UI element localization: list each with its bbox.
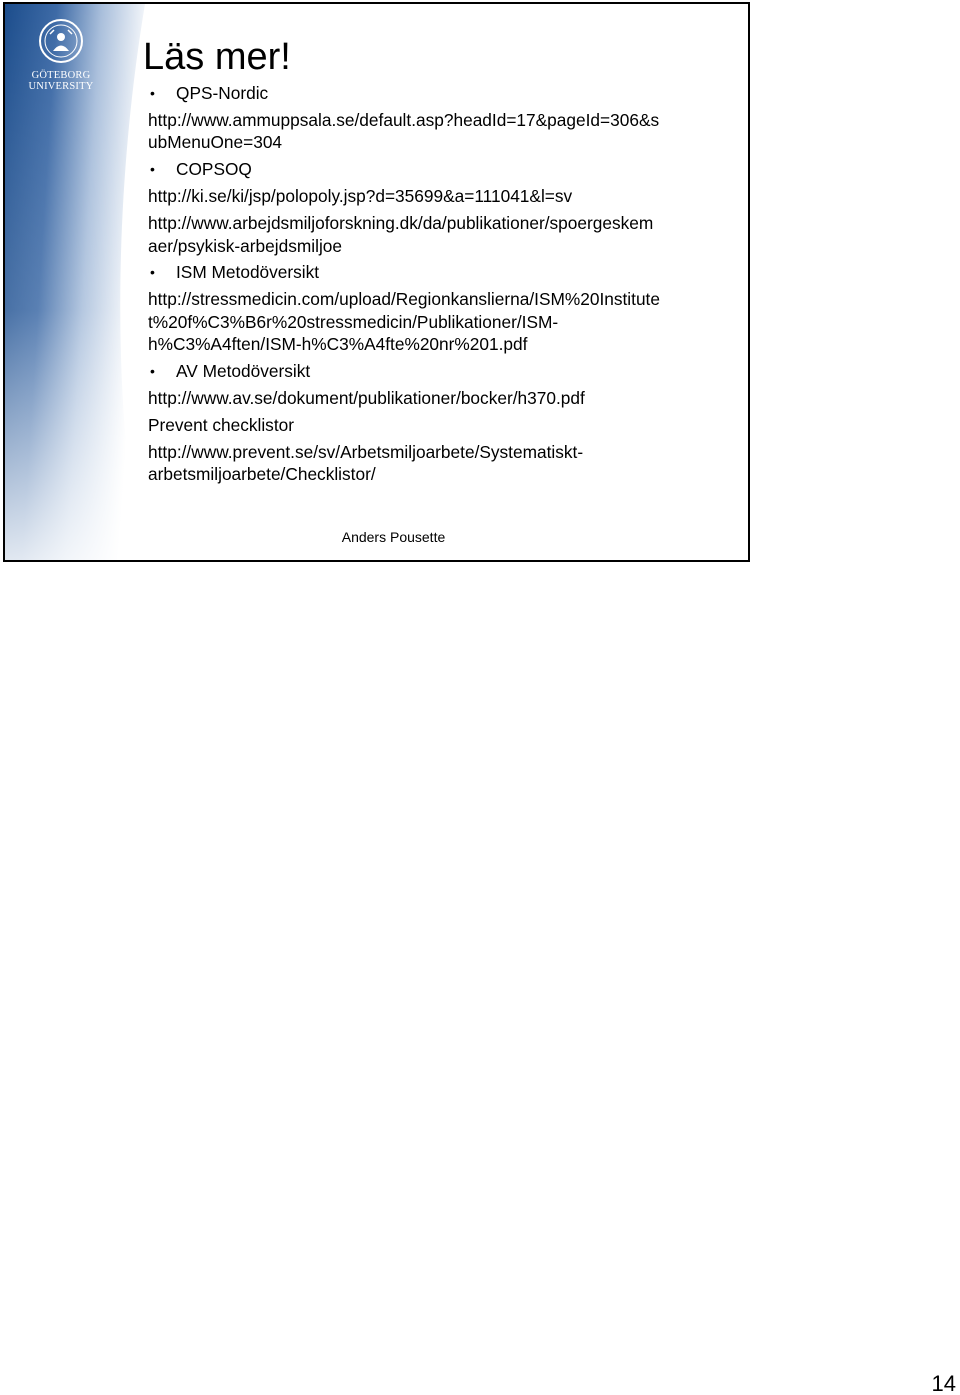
- bullet-icon: •: [150, 363, 155, 380]
- reference-link[interactable]: [148, 441, 738, 486]
- text-line: arbetsmiljoarbete/Checklistor/: [148, 464, 376, 485]
- bullet-icon: •: [150, 161, 155, 178]
- text-line: http://www.av.se/dokument/publikationer/bocker/h370.pdf: [148, 388, 585, 409]
- text-line: ISM Metodöversikt: [176, 262, 320, 283]
- text-line: Prevent checklistor: [148, 415, 294, 436]
- text-line: t%20f%C3%B6r%20stressmedicin/Publikationer/ISM-: [148, 311, 559, 332]
- bullet-icon: •: [150, 85, 155, 101]
- reference-link[interactable]: [148, 387, 738, 410]
- reference-link[interactable]: [148, 185, 738, 208]
- text-line: COPSOQ: [176, 159, 252, 180]
- logo-name: GÖTEBORG: [31, 70, 91, 81]
- bullet-item: [148, 360, 738, 383]
- bullet-item: [148, 261, 738, 284]
- logo-name-2: UNIVERSITY: [28, 81, 94, 92]
- text-line: aer/psykisk-arbejdsmiljoe: [148, 235, 343, 256]
- text-line: QPS-Nordic: [176, 83, 269, 103]
- text-line: ubMenuOne=304: [148, 132, 283, 153]
- text-line: AV Metodöversikt: [176, 361, 311, 382]
- reference-link[interactable]: [148, 414, 738, 437]
- text-line: http://www.arbejdsmiljoforskning.dk/da/publikationer/spoergeskem: [148, 213, 654, 234]
- text-line: http://www.prevent.se/sv/Arbetsmiljoarbete/Systematiskt-: [148, 441, 584, 462]
- slide-title: Läs mer!: [143, 36, 291, 78]
- reference-list: [148, 82, 738, 490]
- reference-link[interactable]: [148, 288, 738, 356]
- slide-footer: Anders Pousette: [341, 529, 446, 545]
- university-logo: [21, 16, 101, 96]
- text-line: http://stressmedicin.com/upload/Regionkanslierna/ISM%20Institute: [148, 289, 660, 310]
- university-seal-icon: [38, 18, 84, 64]
- text-line: http://ki.se/ki/jsp/polopoly.jsp?d=35699&a=111041&l=sv: [148, 186, 573, 207]
- slide: [3, 2, 750, 562]
- text-line: http://www.ammuppsala.se/default.asp?headId=17&pageId=306&s: [148, 109, 660, 130]
- bullet-icon: •: [150, 264, 155, 281]
- bullet-item: [148, 82, 738, 105]
- bullet-item: [148, 158, 738, 181]
- reference-link[interactable]: [148, 212, 738, 257]
- logo-wordmark: [21, 70, 101, 92]
- page-number: 14: [931, 1371, 956, 1395]
- reference-link[interactable]: [148, 109, 738, 154]
- text-line: h%C3%A4ften/ISM-h%C3%A4fte%20nr%201.pdf: [148, 334, 528, 355]
